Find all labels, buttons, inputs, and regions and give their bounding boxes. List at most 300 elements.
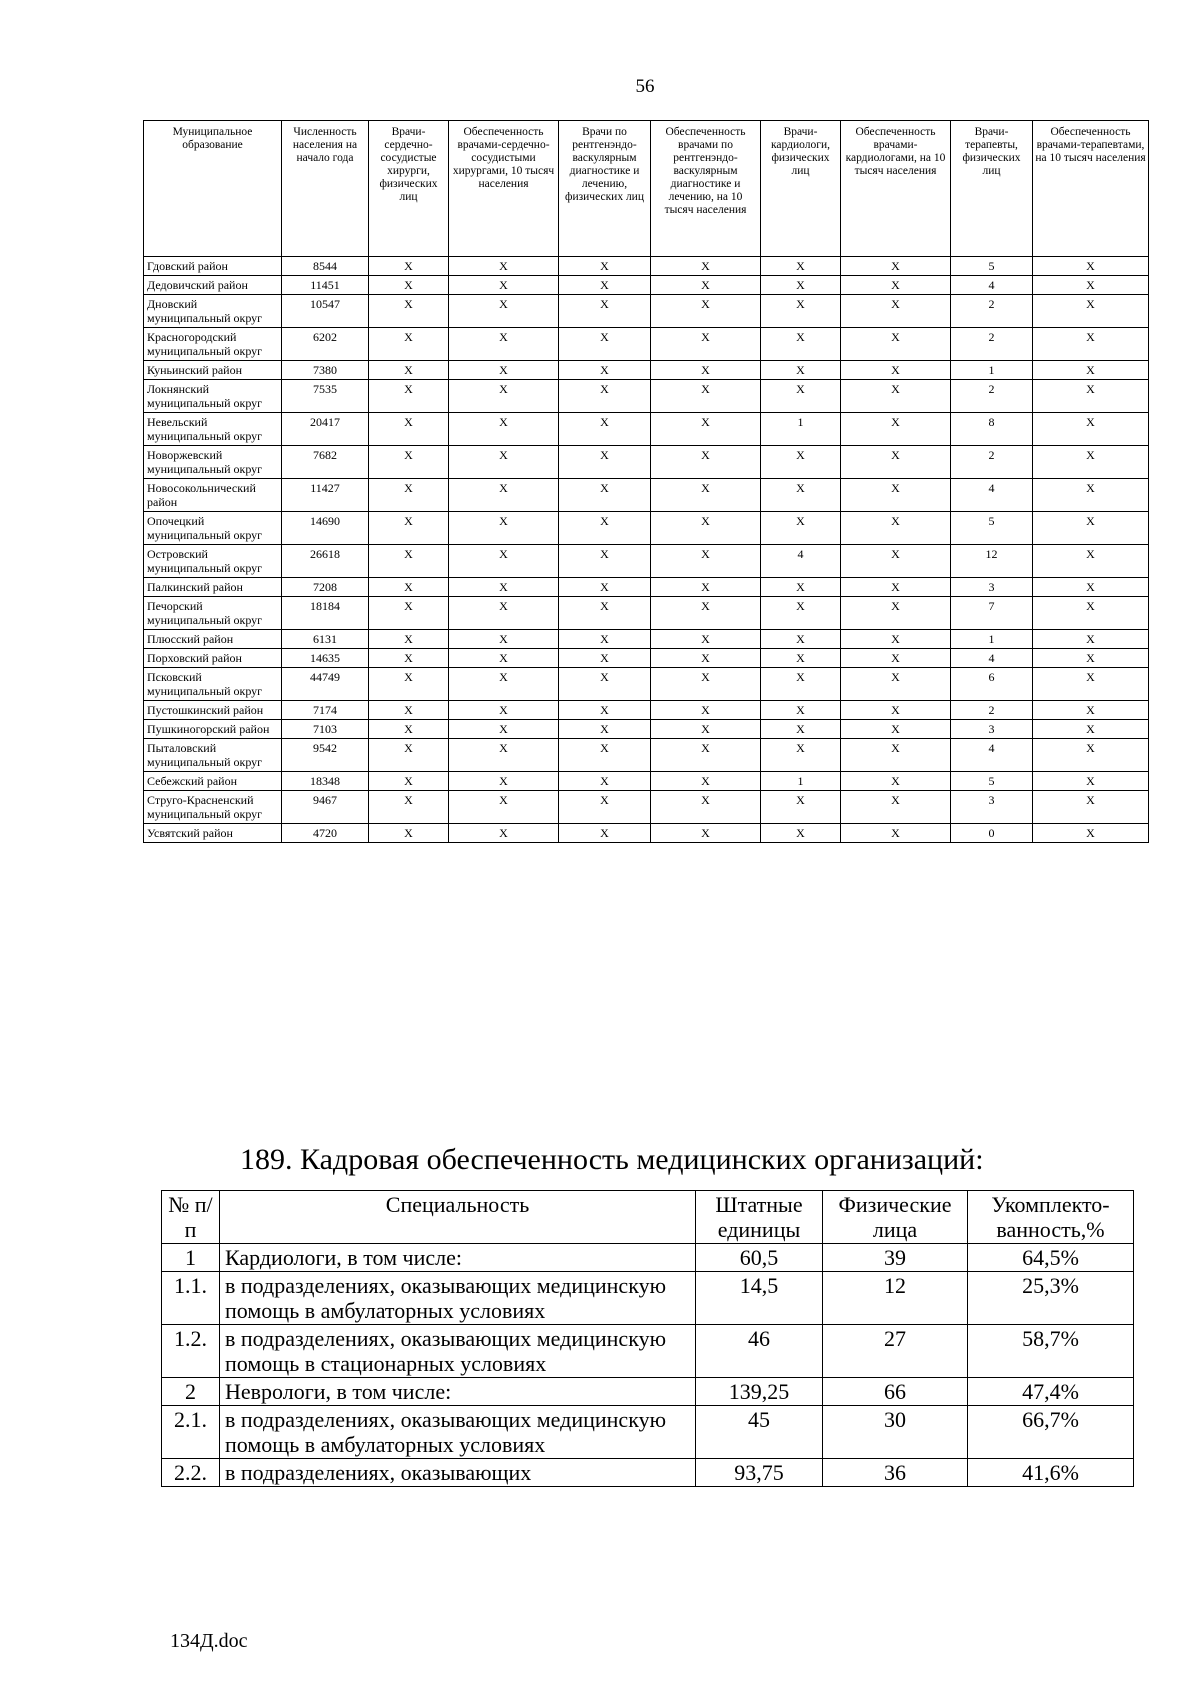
table-cell: X bbox=[761, 446, 841, 479]
table-cell: X bbox=[651, 791, 761, 824]
municipality-name: Пыталовский муниципальный округ bbox=[144, 739, 282, 772]
table2-header-cell: № п/п bbox=[162, 1191, 220, 1244]
table-cell: X bbox=[841, 545, 951, 578]
table-cell: X bbox=[559, 328, 651, 361]
table-cell: 9542 bbox=[282, 739, 369, 772]
table-cell: X bbox=[559, 361, 651, 380]
table-cell: X bbox=[761, 578, 841, 597]
table-cell: X bbox=[559, 791, 651, 824]
table1-header-cell: Обеспеченность врачами-кардиологами, на 10 тысяч населения bbox=[841, 121, 951, 257]
table-cell: 30 bbox=[823, 1406, 968, 1459]
table-cell: X bbox=[449, 328, 559, 361]
table-cell: 12 bbox=[951, 545, 1033, 578]
table-cell: X bbox=[369, 276, 449, 295]
specialty-name: в подразделениях, оказывающих медицинскую помощь в амбулаторных условиях bbox=[220, 1406, 696, 1459]
table-cell: 4 bbox=[951, 649, 1033, 668]
table-cell: 60,5 bbox=[696, 1244, 823, 1272]
table-cell: 7 bbox=[951, 597, 1033, 630]
specialty-name: Неврологи, в том числе: bbox=[220, 1378, 696, 1406]
table-row bbox=[144, 668, 1149, 701]
table-cell: X bbox=[841, 824, 951, 843]
table-cell: X bbox=[1033, 597, 1149, 630]
table-cell: 1 bbox=[761, 772, 841, 791]
table-cell: X bbox=[559, 578, 651, 597]
table-cell: X bbox=[761, 361, 841, 380]
table-cell: 66 bbox=[823, 1378, 968, 1406]
table-cell: X bbox=[651, 772, 761, 791]
physicians-by-municipality-table bbox=[143, 120, 1149, 843]
municipality-name: Новоржевский муниципальный округ bbox=[144, 446, 282, 479]
table-cell: X bbox=[1033, 824, 1149, 843]
table-row bbox=[144, 545, 1149, 578]
table-cell: X bbox=[841, 649, 951, 668]
table-cell: X bbox=[449, 791, 559, 824]
municipality-name: Островский муниципальный округ bbox=[144, 545, 282, 578]
table-row bbox=[144, 649, 1149, 668]
table-cell: 6 bbox=[951, 668, 1033, 701]
table1-body bbox=[144, 257, 1149, 843]
table-cell: 139,25 bbox=[696, 1378, 823, 1406]
table-cell: X bbox=[1033, 701, 1149, 720]
table-cell: X bbox=[369, 597, 449, 630]
table-cell: X bbox=[559, 545, 651, 578]
table-cell: 2 bbox=[951, 380, 1033, 413]
table2-header-cell: Специальность bbox=[220, 1191, 696, 1244]
table-cell: X bbox=[761, 701, 841, 720]
municipality-name: Пустошкинский район bbox=[144, 701, 282, 720]
table-cell: X bbox=[449, 380, 559, 413]
table-cell: X bbox=[841, 479, 951, 512]
table-cell: X bbox=[449, 413, 559, 446]
table-cell: X bbox=[651, 413, 761, 446]
table-cell: 14690 bbox=[282, 512, 369, 545]
table-cell: X bbox=[369, 739, 449, 772]
specialty-name: в подразделениях, оказывающих медицинскую помощь в амбулаторных условиях bbox=[220, 1272, 696, 1325]
table-cell: 7174 bbox=[282, 701, 369, 720]
table-cell: X bbox=[1033, 545, 1149, 578]
table-cell: X bbox=[1033, 380, 1149, 413]
table-cell: X bbox=[559, 824, 651, 843]
municipality-name: Гдовский район bbox=[144, 257, 282, 276]
table1-header-cell: Муниципальное образование bbox=[144, 121, 282, 257]
table-row bbox=[144, 328, 1149, 361]
table1-header-cell: Врачи-кардиологи, физических лиц bbox=[761, 121, 841, 257]
specialty-name: в подразделениях, оказывающих bbox=[220, 1459, 696, 1487]
table-cell: 3 bbox=[951, 578, 1033, 597]
table-cell: 58,7% bbox=[968, 1325, 1134, 1378]
table-cell: 46 bbox=[696, 1325, 823, 1378]
table-cell: X bbox=[1033, 649, 1149, 668]
table-row bbox=[162, 1272, 1134, 1325]
table-cell: X bbox=[1033, 328, 1149, 361]
table-cell: X bbox=[841, 361, 951, 380]
table-row bbox=[144, 720, 1149, 739]
table-cell: X bbox=[651, 720, 761, 739]
table-cell: 2 bbox=[951, 446, 1033, 479]
table-cell: 4 bbox=[761, 545, 841, 578]
table2-header-row bbox=[162, 1191, 1134, 1244]
table-cell: X bbox=[651, 545, 761, 578]
table-cell: X bbox=[369, 630, 449, 649]
municipality-name: Новосокольнический район bbox=[144, 479, 282, 512]
table-cell: X bbox=[651, 276, 761, 295]
table-cell: X bbox=[449, 361, 559, 380]
table-row bbox=[144, 824, 1149, 843]
table-cell: X bbox=[559, 649, 651, 668]
table-cell: X bbox=[369, 668, 449, 701]
table-cell: X bbox=[559, 512, 651, 545]
table-cell: 45 bbox=[696, 1406, 823, 1459]
table-cell: X bbox=[449, 578, 559, 597]
table-cell: X bbox=[651, 257, 761, 276]
table2-header-cell: Штатные единицы bbox=[696, 1191, 823, 1244]
table-cell: X bbox=[369, 479, 449, 512]
municipality-name: Порховский район bbox=[144, 649, 282, 668]
table-cell: 66,7% bbox=[968, 1406, 1134, 1459]
table-cell: X bbox=[841, 701, 951, 720]
table-cell: X bbox=[651, 701, 761, 720]
municipality-name: Псковский муниципальный округ bbox=[144, 668, 282, 701]
municipality-name: Дновский муниципальный округ bbox=[144, 295, 282, 328]
municipality-name: Плюсский район bbox=[144, 630, 282, 649]
table-cell: X bbox=[841, 257, 951, 276]
table-cell: X bbox=[449, 479, 559, 512]
table-cell: X bbox=[449, 630, 559, 649]
table-cell: 20417 bbox=[282, 413, 369, 446]
table-cell: X bbox=[449, 739, 559, 772]
table-cell: 14635 bbox=[282, 649, 369, 668]
table-cell: 2 bbox=[162, 1378, 220, 1406]
table-cell: X bbox=[1033, 257, 1149, 276]
table-cell: X bbox=[369, 257, 449, 276]
table-cell: X bbox=[651, 446, 761, 479]
municipality-name: Дедовичский район bbox=[144, 276, 282, 295]
table-row bbox=[162, 1459, 1134, 1487]
table-cell: 7103 bbox=[282, 720, 369, 739]
table-row bbox=[144, 578, 1149, 597]
table-cell: X bbox=[559, 668, 651, 701]
table-cell: X bbox=[449, 545, 559, 578]
table-cell: X bbox=[1033, 446, 1149, 479]
table-cell: X bbox=[761, 597, 841, 630]
table-cell: X bbox=[559, 380, 651, 413]
table-cell: X bbox=[559, 446, 651, 479]
table-cell: X bbox=[651, 295, 761, 328]
table-cell: X bbox=[369, 824, 449, 843]
table-cell: 7380 bbox=[282, 361, 369, 380]
table-cell: 2.1. bbox=[162, 1406, 220, 1459]
table-cell: X bbox=[841, 597, 951, 630]
table-cell: X bbox=[1033, 772, 1149, 791]
table-cell: X bbox=[761, 328, 841, 361]
table-cell: 5 bbox=[951, 512, 1033, 545]
table-cell: X bbox=[369, 361, 449, 380]
table-cell: X bbox=[369, 446, 449, 479]
table-row bbox=[144, 380, 1149, 413]
table-cell: X bbox=[559, 739, 651, 772]
municipality-name: Струго-Красненский муниципальный округ bbox=[144, 791, 282, 824]
municipality-name: Себежский район bbox=[144, 772, 282, 791]
table-cell: 3 bbox=[951, 791, 1033, 824]
table-cell: 39 bbox=[823, 1244, 968, 1272]
table1-header-cell: Обеспеченность врачами-сердечно-сосудистыми хирургами, 10 тысяч населения bbox=[449, 121, 559, 257]
table-cell: X bbox=[761, 380, 841, 413]
table-cell: 18348 bbox=[282, 772, 369, 791]
municipality-name: Куньинский район bbox=[144, 361, 282, 380]
table-cell: X bbox=[651, 824, 761, 843]
municipality-name: Локнянский муниципальный округ bbox=[144, 380, 282, 413]
table-cell: X bbox=[841, 791, 951, 824]
table-cell: X bbox=[449, 772, 559, 791]
table-cell: X bbox=[841, 295, 951, 328]
table-cell: 1 bbox=[761, 413, 841, 446]
table-cell: 6131 bbox=[282, 630, 369, 649]
table1-header-cell: Обеспеченность врачами-терапевтами, на 10 тысяч населения bbox=[1033, 121, 1149, 257]
table-cell: X bbox=[651, 380, 761, 413]
table-cell: 0 bbox=[951, 824, 1033, 843]
municipality-name: Усвятский район bbox=[144, 824, 282, 843]
table-cell: 4 bbox=[951, 479, 1033, 512]
table-cell: X bbox=[1033, 276, 1149, 295]
table-cell: X bbox=[651, 578, 761, 597]
table-cell: 9467 bbox=[282, 791, 369, 824]
table-cell: X bbox=[761, 512, 841, 545]
table-cell: X bbox=[841, 630, 951, 649]
table-cell: 11451 bbox=[282, 276, 369, 295]
table-cell: 6202 bbox=[282, 328, 369, 361]
table-cell: X bbox=[369, 720, 449, 739]
table-cell: X bbox=[651, 668, 761, 701]
table-cell: X bbox=[1033, 413, 1149, 446]
table-cell: X bbox=[761, 276, 841, 295]
table-row bbox=[144, 739, 1149, 772]
page-number: 56 bbox=[635, 76, 655, 97]
table-cell: X bbox=[449, 295, 559, 328]
table-row bbox=[144, 791, 1149, 824]
table-row bbox=[144, 512, 1149, 545]
table-cell: X bbox=[559, 257, 651, 276]
table-cell: X bbox=[761, 295, 841, 328]
table-cell: X bbox=[1033, 791, 1149, 824]
table-cell: 18184 bbox=[282, 597, 369, 630]
table1-header-cell: Врачи-терапевты, физических лиц bbox=[951, 121, 1033, 257]
table-cell: X bbox=[559, 630, 651, 649]
table-cell: X bbox=[761, 630, 841, 649]
table-row bbox=[162, 1378, 1134, 1406]
table-row bbox=[144, 479, 1149, 512]
table-cell: X bbox=[449, 649, 559, 668]
table-cell: X bbox=[369, 413, 449, 446]
specialty-name: Кардиологи, в том числе: bbox=[220, 1244, 696, 1272]
table-cell: X bbox=[761, 739, 841, 772]
table-cell: 1 bbox=[951, 630, 1033, 649]
table-cell: X bbox=[651, 328, 761, 361]
table-cell: X bbox=[761, 668, 841, 701]
table-cell: 2 bbox=[951, 328, 1033, 361]
table-cell: 1.2. bbox=[162, 1325, 220, 1378]
table-cell: X bbox=[369, 328, 449, 361]
table-cell: 4 bbox=[951, 276, 1033, 295]
table-cell: 10547 bbox=[282, 295, 369, 328]
staffing-table bbox=[161, 1190, 1134, 1487]
table-cell: X bbox=[1033, 630, 1149, 649]
table-cell: 3 bbox=[951, 720, 1033, 739]
table-cell: X bbox=[1033, 295, 1149, 328]
table-cell: X bbox=[449, 668, 559, 701]
table-cell: 1.1. bbox=[162, 1272, 220, 1325]
table-cell: X bbox=[1033, 668, 1149, 701]
table1-header-cell: Обеспеченность врачами по рентгенэндо-васкулярным диагностике и лечению, на 10 тысяч населения bbox=[651, 121, 761, 257]
table-cell: X bbox=[449, 720, 559, 739]
table-cell: 64,5% bbox=[968, 1244, 1134, 1272]
table-cell: X bbox=[449, 512, 559, 545]
table-cell: X bbox=[559, 772, 651, 791]
table-row bbox=[144, 630, 1149, 649]
table-cell: X bbox=[841, 578, 951, 597]
table-cell: X bbox=[761, 649, 841, 668]
table-cell: 2 bbox=[951, 701, 1033, 720]
table-row bbox=[144, 295, 1149, 328]
table-cell: X bbox=[369, 545, 449, 578]
table-cell: X bbox=[761, 824, 841, 843]
table-cell: X bbox=[369, 295, 449, 328]
table-cell: X bbox=[369, 649, 449, 668]
municipality-name: Палкинский район bbox=[144, 578, 282, 597]
table-cell: 7682 bbox=[282, 446, 369, 479]
table-row bbox=[144, 276, 1149, 295]
table1-header-cell: Врачи по рентгенэндо-васкулярным диагностике и лечению, физических лиц bbox=[559, 121, 651, 257]
table1-header-cell: Численность населения на начало года bbox=[282, 121, 369, 257]
table-cell: 7535 bbox=[282, 380, 369, 413]
table-cell: X bbox=[841, 446, 951, 479]
table-cell: X bbox=[1033, 578, 1149, 597]
table-cell: X bbox=[1033, 739, 1149, 772]
table-cell: 11427 bbox=[282, 479, 369, 512]
table-cell: 1 bbox=[951, 361, 1033, 380]
table2-header-cell: Физические лица bbox=[823, 1191, 968, 1244]
table-cell: X bbox=[369, 772, 449, 791]
table-row bbox=[144, 597, 1149, 630]
table-row bbox=[162, 1244, 1134, 1272]
municipality-name: Красногородский муниципальный округ bbox=[144, 328, 282, 361]
table-cell: X bbox=[761, 479, 841, 512]
table-cell: 8544 bbox=[282, 257, 369, 276]
table-cell: X bbox=[761, 791, 841, 824]
table-cell: X bbox=[449, 597, 559, 630]
municipality-name: Невельский муниципальный округ bbox=[144, 413, 282, 446]
table-cell: X bbox=[559, 276, 651, 295]
table1-header-row bbox=[144, 121, 1149, 257]
table-cell: X bbox=[651, 479, 761, 512]
table-cell: 5 bbox=[951, 772, 1033, 791]
table-cell: 36 bbox=[823, 1459, 968, 1487]
table-cell: X bbox=[651, 630, 761, 649]
table-cell: X bbox=[841, 276, 951, 295]
table-cell: X bbox=[761, 257, 841, 276]
table-cell: 27 bbox=[823, 1325, 968, 1378]
table-cell: 2.2. bbox=[162, 1459, 220, 1487]
table-cell: 25,3% bbox=[968, 1272, 1134, 1325]
table-row bbox=[144, 446, 1149, 479]
table-cell: X bbox=[1033, 361, 1149, 380]
table-cell: 41,6% bbox=[968, 1459, 1134, 1487]
table-cell: 8 bbox=[951, 413, 1033, 446]
table-cell: 93,75 bbox=[696, 1459, 823, 1487]
table-cell: X bbox=[651, 361, 761, 380]
table-cell: 4720 bbox=[282, 824, 369, 843]
section-title: 189. Кадровая обеспеченность медицинских организаций: bbox=[240, 1143, 984, 1176]
table-cell: X bbox=[1033, 512, 1149, 545]
table-cell: 14,5 bbox=[696, 1272, 823, 1325]
municipality-name: Пушкиногорский район bbox=[144, 720, 282, 739]
table-cell: X bbox=[369, 380, 449, 413]
table-cell: X bbox=[559, 295, 651, 328]
table-cell: X bbox=[841, 512, 951, 545]
table-cell: X bbox=[841, 413, 951, 446]
table-row bbox=[162, 1325, 1134, 1378]
table-cell: 2 bbox=[951, 295, 1033, 328]
table-cell: X bbox=[841, 772, 951, 791]
table-row bbox=[144, 772, 1149, 791]
table-cell: X bbox=[841, 739, 951, 772]
table-cell: X bbox=[841, 380, 951, 413]
table-cell: X bbox=[651, 597, 761, 630]
table-cell: X bbox=[559, 479, 651, 512]
table-cell: X bbox=[559, 701, 651, 720]
table-cell: X bbox=[651, 649, 761, 668]
table-row bbox=[144, 257, 1149, 276]
municipality-name: Печорский муниципальный округ bbox=[144, 597, 282, 630]
table2-header-cell: Укомплекто-ванность,% bbox=[968, 1191, 1134, 1244]
table-cell: X bbox=[449, 824, 559, 843]
table-cell: X bbox=[841, 720, 951, 739]
table-cell: X bbox=[449, 276, 559, 295]
footer-filename: 134Д.doc bbox=[170, 1630, 248, 1652]
table-cell: X bbox=[369, 512, 449, 545]
table-row bbox=[162, 1406, 1134, 1459]
table-cell: X bbox=[449, 446, 559, 479]
table-cell: X bbox=[651, 512, 761, 545]
table-cell: 26618 bbox=[282, 545, 369, 578]
table-cell: 4 bbox=[951, 739, 1033, 772]
table2-body bbox=[162, 1244, 1134, 1487]
table-cell: X bbox=[841, 328, 951, 361]
table-cell: X bbox=[1033, 479, 1149, 512]
table-cell: 5 bbox=[951, 257, 1033, 276]
table-cell: 1 bbox=[162, 1244, 220, 1272]
table-cell: X bbox=[761, 720, 841, 739]
table-cell: X bbox=[369, 701, 449, 720]
table-cell: X bbox=[559, 720, 651, 739]
table-cell: X bbox=[841, 668, 951, 701]
table-row bbox=[144, 701, 1149, 720]
table-cell: X bbox=[369, 791, 449, 824]
table-cell: X bbox=[449, 701, 559, 720]
table1-header-cell: Врачи-сердечно-сосудистые хирурги, физических лиц bbox=[369, 121, 449, 257]
table-cell: X bbox=[1033, 720, 1149, 739]
table-cell: X bbox=[559, 413, 651, 446]
table-cell: 12 bbox=[823, 1272, 968, 1325]
table-cell: X bbox=[651, 739, 761, 772]
municipality-name: Опочецкий муниципальный округ bbox=[144, 512, 282, 545]
table-cell: 44749 bbox=[282, 668, 369, 701]
table-row bbox=[144, 361, 1149, 380]
table-cell: X bbox=[369, 578, 449, 597]
table-cell: X bbox=[559, 597, 651, 630]
table-cell: 7208 bbox=[282, 578, 369, 597]
table-row bbox=[144, 413, 1149, 446]
table-cell: 47,4% bbox=[968, 1378, 1134, 1406]
